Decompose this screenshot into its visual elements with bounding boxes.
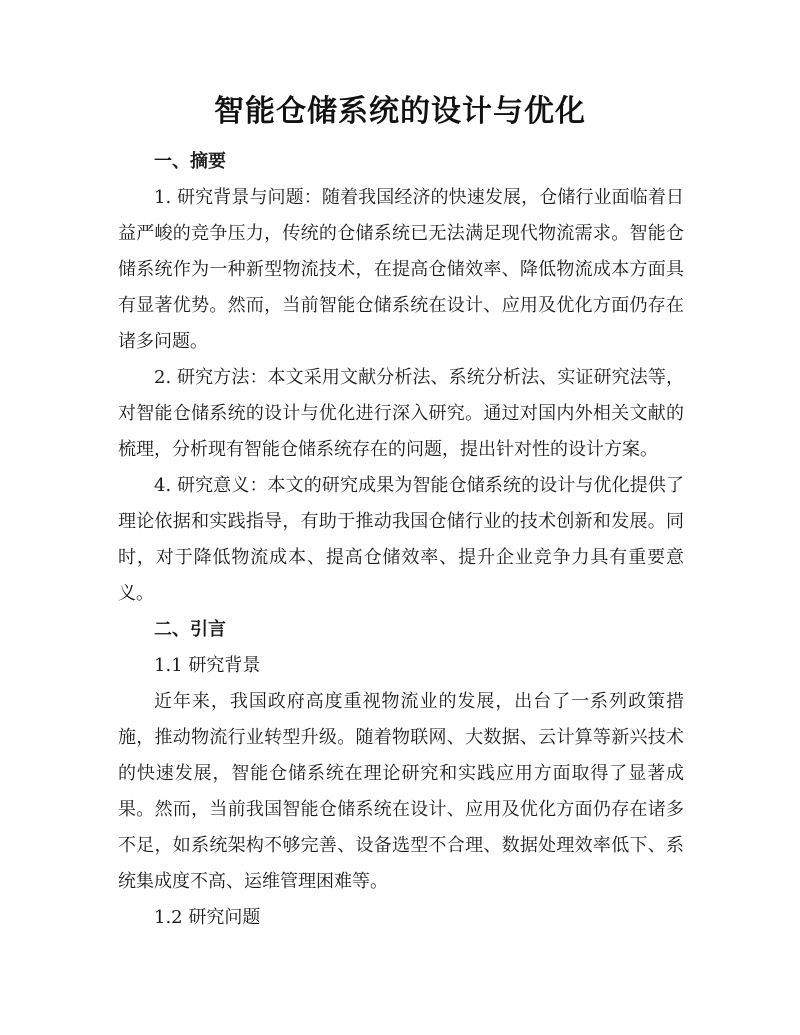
abstract-paragraph-method: 2. 研究方法：本文采用文献分析法、系统分析法、实证研究法等，对智能仓储系统的设计与优化进行深入研究。通过对国内外相关文献的梳理，分析现有智能仓储系统存在的问题，提出针对性的设计方案。 bbox=[118, 367, 684, 460]
section-heading-introduction: 二、引言 bbox=[154, 619, 226, 640]
abstract-paragraph-significance: 4. 研究意义：本文的研究成果为智能仓储系统的设计与优化提供了理论依据和实践指导，有助于推动我国仓储行业的技术创新和发展。同时，对于降低物流成本、提高仓储效率、提升企业竞争力具有重要意义。 bbox=[118, 475, 684, 604]
abstract-paragraph-background: 1. 研究背景与问题：随着我国经济的快速发展，仓储行业面临着日益严峻的竞争压力，传统的仓储系统已无法满足现代物流需求。智能仓储系统作为一种新型物流技术，在提高仓储效率、降低物流成本方面具有显著优势。然而，当前智能仓储系统在设计、应用及优化方面仍存在诸多问题。 bbox=[118, 187, 684, 352]
document-body bbox=[118, 144, 684, 936]
subheading-research-background: 1.1 研究背景 bbox=[154, 655, 261, 676]
subheading-research-question: 1.2 研究问题 bbox=[154, 907, 261, 928]
section-heading-abstract: 一、摘要 bbox=[154, 151, 226, 172]
introduction-paragraph-background: 近年来，我国政府高度重视物流业的发展，出台了一系列政策措施，推动物流行业转型升级。随着物联网、大数据、云计算等新兴技术的快速发展，智能仓储系统在理论研究和实践应用方面取得了显著成果。然而，当前我国智能仓储系统在设计、应用及优化方面仍存在诸多不足，如系统架构不够完善、设备选型不合理、数据处理效率低下、系统集成度不高、运维管理困难等。 bbox=[118, 691, 684, 892]
document-title: 智能仓储系统的设计与优化 bbox=[214, 94, 586, 129]
